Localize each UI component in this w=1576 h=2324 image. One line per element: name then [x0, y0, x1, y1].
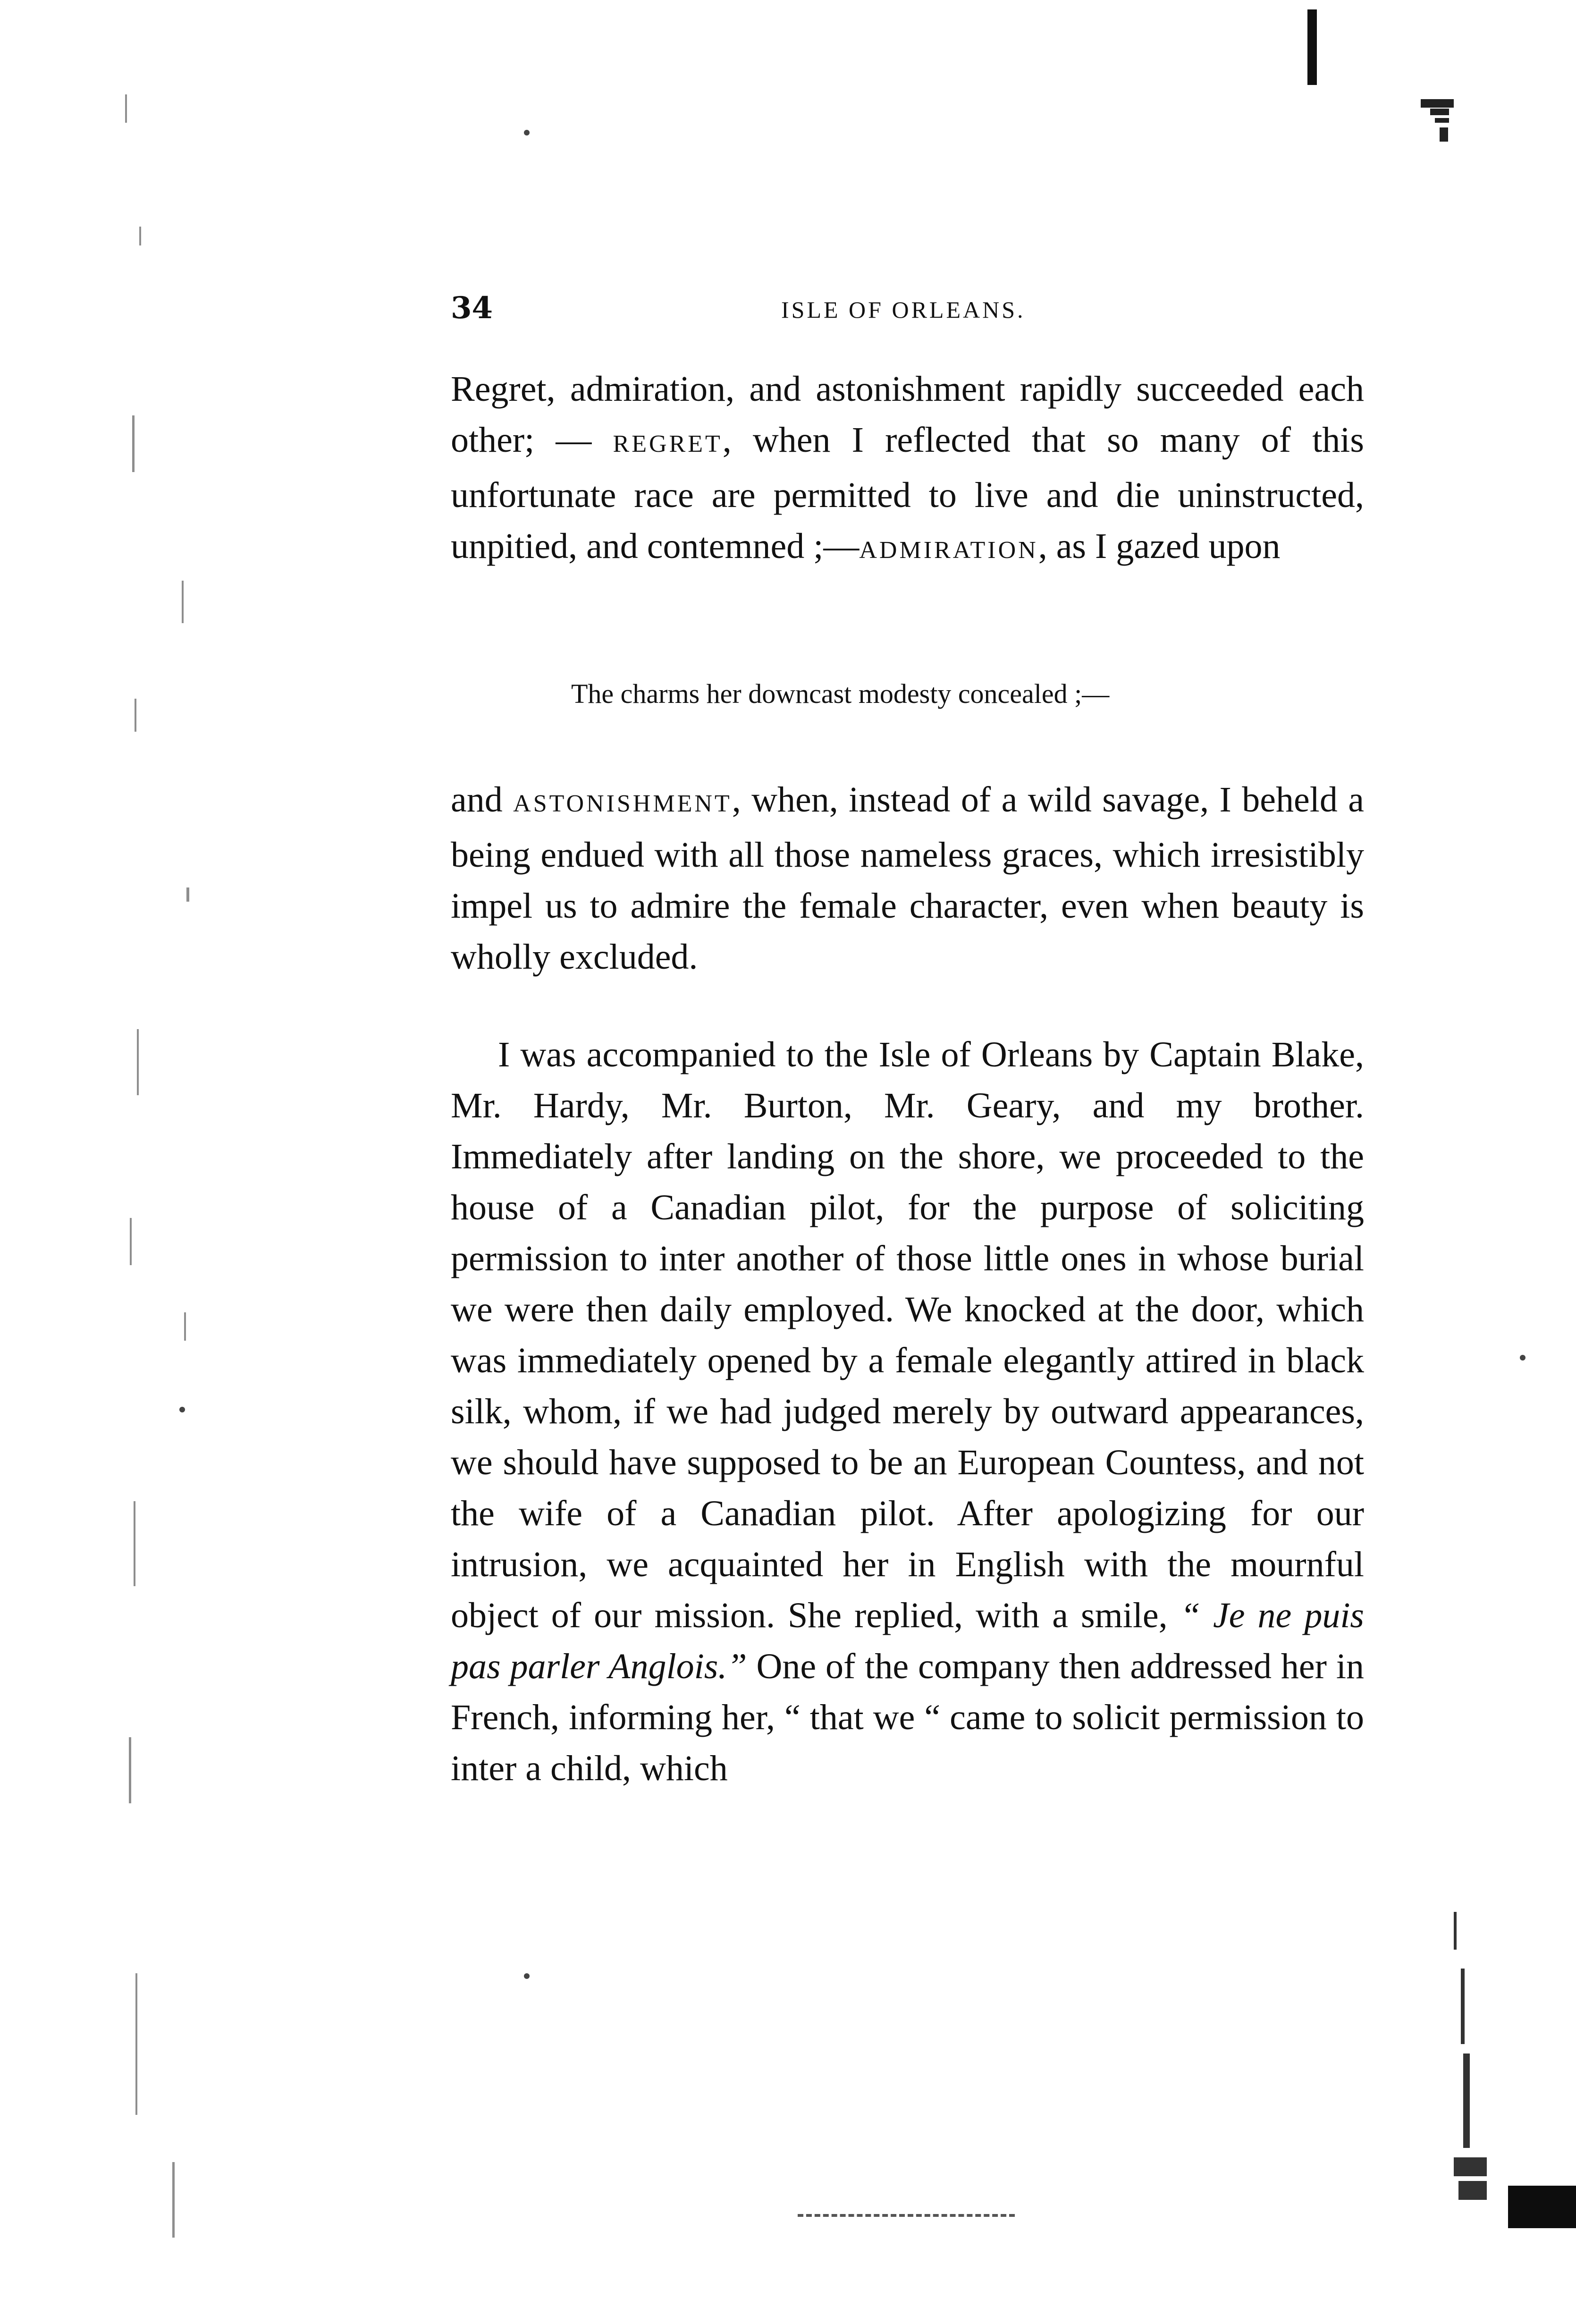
- scan-speck: [524, 130, 530, 135]
- paragraph-3: [451, 1029, 1364, 1794]
- scan-top-bar: [1307, 9, 1317, 85]
- small-caps-admiration: ADMIRATION: [859, 537, 1038, 564]
- scan-speck: [179, 1407, 185, 1412]
- scan-corner-block: [1508, 2186, 1576, 2228]
- scan-speck: [1520, 1355, 1525, 1361]
- running-title: ISLE OF ORLEANS.: [781, 296, 1026, 323]
- para1-text-c: , as I gazed upon: [1038, 526, 1281, 566]
- scan-corner-mark: [1407, 94, 1463, 161]
- french-quotation: “ Je ne puis pas parler Anglois.”: [451, 1596, 1365, 1686]
- scan-speck: [524, 1973, 530, 1979]
- paragraph-1: [451, 363, 1364, 576]
- scan-edge-marks-left: [120, 85, 205, 2256]
- para3-text-b: One of the company then addressed her in French, informing her, “ that we “ came to solicit permission to inter a child, which: [451, 1647, 1365, 1788]
- scan-edge-marks-right: [1435, 1912, 1492, 2219]
- para1-text-b: , when I reflected that so many of this unfortunate race are permitted to live and die uninstructed, unpitied, and contemned ;—: [451, 420, 1364, 566]
- para1-text-a: Regret, admiration, and astonishment rapidly succeeded each other; —: [451, 369, 1364, 460]
- page-number: 34: [451, 290, 493, 326]
- verse-quotation: The charms her downcast modesty concealed ;—: [571, 678, 1110, 709]
- paragraph-2: [451, 774, 1364, 982]
- small-caps-astonishment: ASTONISHMENT: [513, 790, 732, 817]
- para2-text-a: and: [451, 780, 503, 820]
- para2-text-b: , when, instead of a wild savage, I beheld a being endued with all those nameless graces, which irresistibly impel us to admire the female character, even when beauty is wholly excluded.: [451, 780, 1364, 977]
- running-head: [451, 290, 1366, 333]
- para3-text-a: I was accompanied to the Isle of Orleans by Captain Blake, Mr. Hardy, Mr. Burton, Mr. Geary, and my brother. Immediately after landing on the shore, we proceeded to the house of a Canadian pilot, for the purpose of soliciting permission to inter another of those little ones in whose burial we were then daily employed. We knocked at the door, which was immediately opened by a female elegantly attired in black silk, whom, if we had judged merely by outward appearances, we should have supposed to be an European Countess, and not the wife of a Canadian pilot. After apologizing for our intrusion, we acquainted her in English with the mournful object of our mission. She replied, with a smile,: [451, 1035, 1364, 1635]
- small-caps-regret: REGRET: [613, 431, 723, 457]
- scan-bottom-rule: [798, 2214, 1015, 2217]
